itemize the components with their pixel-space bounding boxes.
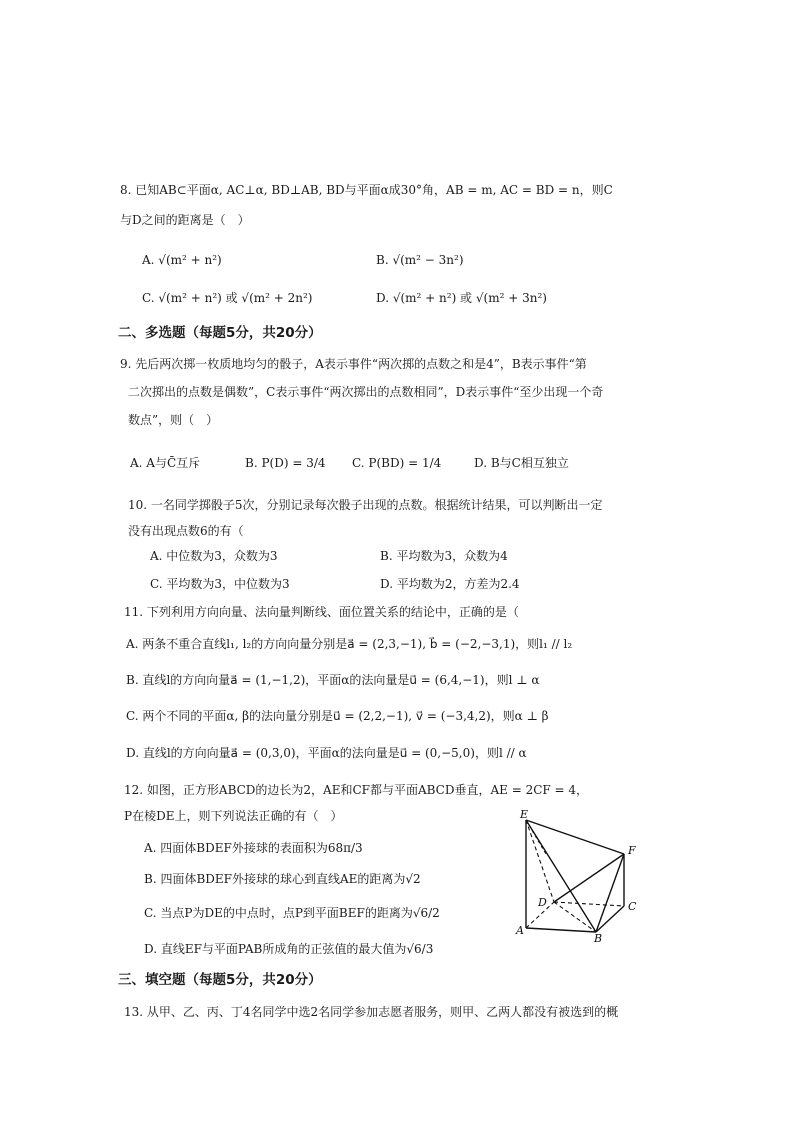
q9-option-b: B. P(D) = 3/4 xyxy=(245,456,326,470)
q11-option-a: A. 两条不重合直线l₁, l₂的方向向量分别是a⃗ = (2,3,−1), b⃗ = (−2,−3,1)，则l₁ // l₂ xyxy=(126,637,573,651)
q11-option-c: C. 两个不同的平面α, β的法向量分别是u⃗ = (2,2,−1), v⃗ = (−3,4,2)，则α ⊥ β xyxy=(126,709,549,723)
q8-option-b: B. √(m² − 3n²) xyxy=(376,253,464,267)
q9-option-d: D. B与C相互独立 xyxy=(474,456,569,470)
q8-stem-line1: 8. 已知AB⊂平面α, AC⊥α, BD⊥AB, BD与平面α成30°角，AB = m, AC = BD = n，则C xyxy=(120,183,613,197)
q9-stem-line1: 9. 先后两次掷一枚质地均匀的骰子，A表示事件“两次掷的点数之和是4”，B表示事件“第 xyxy=(120,357,587,371)
q8-option-a: A. √(m² + n²) xyxy=(142,253,222,267)
q12-option-d: D. 直线EF与平面PAB所成角的正弦值的最大值为√6/3 xyxy=(144,942,434,956)
q12-option-c: C. 当点P为DE的中点时，点P到平面BEF的距离为√6/2 xyxy=(144,906,440,920)
label-c: C xyxy=(628,900,637,913)
edge-db xyxy=(554,902,596,932)
edge-ef xyxy=(526,820,624,854)
q8-option-c: C. √(m² + n²) 或 √(m² + 2n²) xyxy=(142,291,313,305)
q10-option-b: B. 平均数为3，众数为4 xyxy=(380,549,508,563)
section-heading-fill-in: 三、填空题（每题5分，共20分） xyxy=(118,972,322,988)
q8-stem-line2: 与D之间的距离是（ ） xyxy=(120,213,250,227)
edge-dc xyxy=(554,902,624,906)
label-e: E xyxy=(520,810,529,821)
edge-fb xyxy=(596,854,624,932)
q9-option-a: A. A与C̄互斥 xyxy=(130,456,201,470)
q13-stem-line1: 13. 从甲、乙、丙、丁4名同学中选2名同学参加志愿者服务，则甲、乙两人都没有被选到的概 xyxy=(124,1005,619,1019)
geometry-figure xyxy=(512,810,652,942)
q12-stem-line2: P在棱DE上，则下列说法正确的有（ ） xyxy=(124,809,343,823)
q10-option-c: C. 平均数为3，中位数为3 xyxy=(150,577,290,591)
q12-stem-line1: 12. 如图，正方形ABCD的边长为2，AE和CF都与平面ABCD垂直，AE = 2CF = 4， xyxy=(124,783,589,797)
q10-option-d: D. 平均数为2，方差为2.4 xyxy=(380,577,520,591)
q9-stem-line3: 数点”，则（ ） xyxy=(128,413,219,427)
label-a: A xyxy=(516,924,524,937)
q12-option-a: A. 四面体BDEF外接球的表面积为68π/3 xyxy=(144,841,363,855)
q11-stem: 11. 下列利用方向向量、法向量判断线、面位置关系的结论中，正确的是（ xyxy=(124,605,519,619)
q12-option-b: B. 四面体BDEF外接球的球心到直线AE的距离为√2 xyxy=(144,872,421,886)
section-heading-multiple-choice: 二、多选题（每题5分，共20分） xyxy=(118,325,322,341)
q10-stem-line2: 没有出现点数6的有（ xyxy=(128,524,244,538)
q10-option-a: A. 中位数为3，众数为3 xyxy=(150,549,278,563)
q9-stem-line2: 二次掷出的点数是偶数”，C表示事件“两次掷出的点数相同”，D表示事件“至少出现一个奇 xyxy=(128,385,604,399)
label-b: B xyxy=(594,932,603,942)
label-d: D xyxy=(538,896,547,909)
edge-ab xyxy=(526,928,596,932)
edge-ed xyxy=(526,820,554,902)
label-f: F xyxy=(628,844,636,857)
q10-stem-line1: 10. 一名同学掷骰子5次，分别记录每次骰子出现的点数。根据统计结果，可以判断出一定 xyxy=(128,498,603,512)
edge-fd xyxy=(554,854,624,902)
q8-option-d: D. √(m² + n²) 或 √(m² + 3n²) xyxy=(376,291,547,305)
q11-option-b: B. 直线l的方向向量a⃗ = (1,−1,2)，平面α的法向量是u⃗ = (6,4,−1)，则l ⊥ α xyxy=(126,673,540,687)
q11-option-d: D. 直线l的方向向量a⃗ = (0,3,0)，平面α的法向量是u⃗ = (0,−5,0)，则l // α xyxy=(126,746,527,760)
prism-diagram xyxy=(512,810,652,942)
q9-option-c: C. P(BD) = 1/4 xyxy=(352,456,442,470)
